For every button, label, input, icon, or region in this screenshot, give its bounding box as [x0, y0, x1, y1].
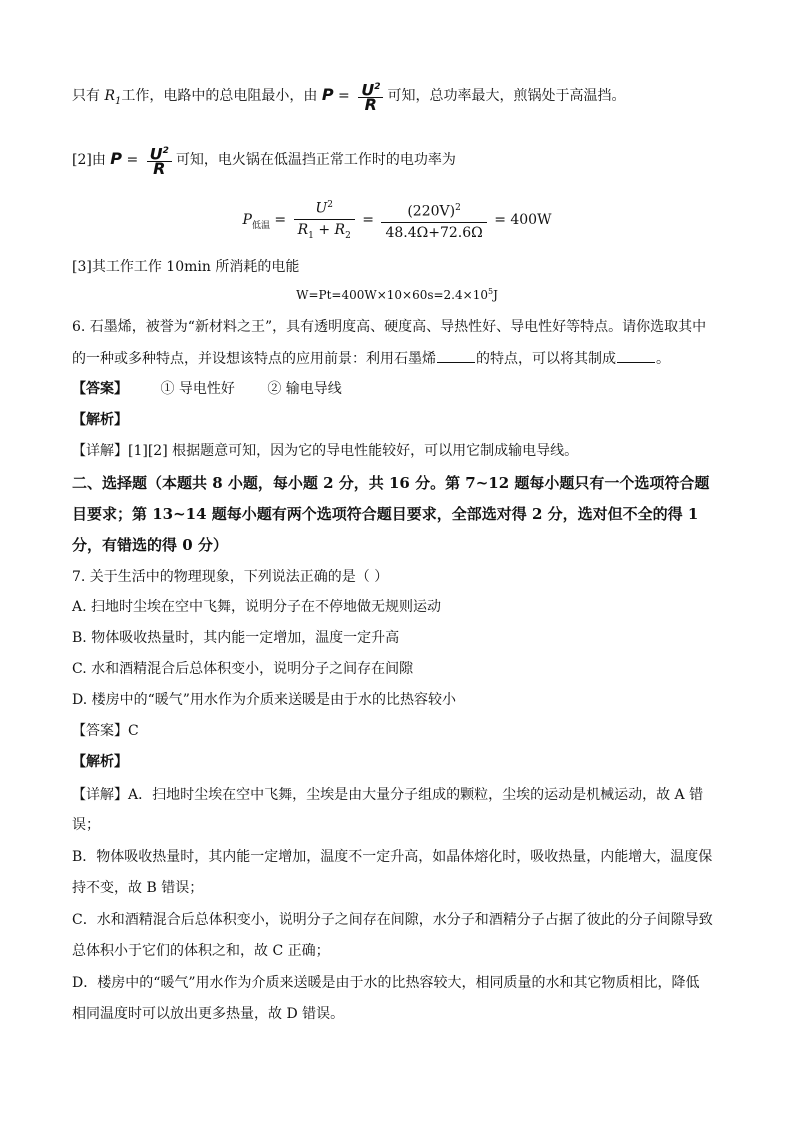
- answer-tag: 【答案】: [72, 381, 128, 397]
- equals-sign: =: [274, 212, 287, 229]
- q6-answer: [72, 379, 342, 399]
- text: 工作，电路中的总电阻最小，由: [121, 88, 318, 105]
- text: 只有: [72, 88, 100, 105]
- section-2-heading-1: 二、选择题（本题共 8 小题，每小题 2 分，共 16 分。第 7~12 题每小题只有一个选项符合题: [72, 474, 710, 492]
- formula-fraction: $\frac{U^2}{R}$: [358, 80, 383, 112]
- q7-analysis-tag: 【解析】: [72, 754, 128, 770]
- q7-detail-line: 【详解】A．扫地时尘埃在空中飞舞，尘埃是由大量分子组成的颗粒，尘埃的运动是机械运动，故 A 错: [72, 787, 704, 803]
- eq-fraction-2: $\frac{(220V)^2}{48.4\Omega+72.6\Omega}$: [381, 199, 486, 242]
- q7-option-d: D. 楼房中的“暖气”用水作为介质来送暖是由于水的比热容较小: [72, 692, 456, 708]
- q7-detail-line: 误；: [72, 817, 100, 833]
- q7-detail-line: 持不变，故 B 错误；: [72, 880, 204, 896]
- q7-detail-line: 总体积小于它们的体积之和，故 C 正确；: [72, 943, 330, 959]
- resistor-symbol: $R_1$: [104, 88, 122, 107]
- q7-detail-line: D．楼房中的“暖气”用水作为介质来送暖是由于水的比热容较大，相同质量的水和其它物质相比，降低: [72, 975, 700, 991]
- q7-option-a: A. 扫地时尘埃在空中飞舞，说明分子在不停地做无规则运动: [72, 599, 442, 615]
- paragraph-1: [72, 80, 626, 115]
- answer-blank-1[interactable]: [437, 348, 475, 363]
- q7-detail-line: C．水和酒精混合后总体积变小，说明分子之间存在间隙，水分子和酒精分子占据了彼此的分子间隙导致: [72, 912, 713, 928]
- section-2-heading-2: 目要求；第 13~14 题每小题有两个选项符合题目要求，全部选对得 2 分，选对但不全的得 1: [72, 505, 699, 523]
- section-2-heading-3: 分，有错选的得 0 分）: [72, 536, 228, 554]
- answer-item-1: ① 导电性好: [160, 381, 235, 397]
- paragraph-3: [3]其工作工作 10min 所消耗的电能: [72, 259, 300, 275]
- q6-line-1: 6. 石墨烯，被誉为“新材料之王”，具有透明度高、硬度高、导热性好、导电性好等特点。请你选取其中: [72, 319, 707, 335]
- q6-detail: 【详解】[1][2] 根据题意可知，因为它的导电性能较好，可以用它制成输电导线。: [72, 443, 579, 459]
- text: 可知，总功率最大，煎锅处于高温挡。: [387, 88, 626, 105]
- q7-answer: 【答案】C: [72, 723, 139, 739]
- q7-detail-line: B．物体吸收热量时，其内能一定增加，温度不一定升高，如晶体熔化时，吸收热量，内能增大，温度保: [72, 849, 713, 865]
- q7-option-b: B. 物体吸收热量时，其内能一定增加，温度一定升高: [72, 630, 400, 646]
- equation-low-power: [0, 196, 794, 244]
- answer-blank-2[interactable]: [617, 348, 655, 363]
- equation-energy: $W=Pt=400W\times 10\times 60s=2.4\times 10^5J$: [296, 287, 498, 302]
- text: 可知，电火锅在低温挡正常工作时的电功率为: [175, 152, 456, 169]
- equals-sign: =: [338, 88, 350, 105]
- power-symbol: P: [321, 85, 334, 105]
- text: [2]由: [72, 152, 106, 169]
- equals-sign: =: [126, 152, 139, 169]
- q6-analysis-tag: 【解析】: [72, 412, 128, 428]
- power-symbol: P: [110, 149, 123, 169]
- eq-fraction-1: $\frac{U^2}{R_1 + R_2}$: [294, 196, 355, 244]
- q7-detail-line: 相同温度时可以放出更多热量，故 D 错误。: [72, 1006, 345, 1022]
- answer-item-2: ② 输电导线: [267, 381, 342, 397]
- q7-stem: 7. 关于生活中的物理现象，下列说法正确的是（ ）: [72, 569, 389, 585]
- eq-lhs: $P_{低温}$: [242, 212, 270, 232]
- equals-sign: =: [362, 212, 374, 229]
- q7-option-c: C. 水和酒精混合后总体积变小，说明分子之间存在间隙: [72, 661, 414, 677]
- q6-line-2: 的一种或多种特点，并设想该特点的应用前景：利用石墨烯 的特点，可以将其制成 。: [72, 348, 670, 369]
- paragraph-2: [72, 144, 456, 179]
- eq-result: = 400W: [494, 212, 552, 229]
- formula-fraction: $\frac{U^2}{R}$: [147, 144, 172, 176]
